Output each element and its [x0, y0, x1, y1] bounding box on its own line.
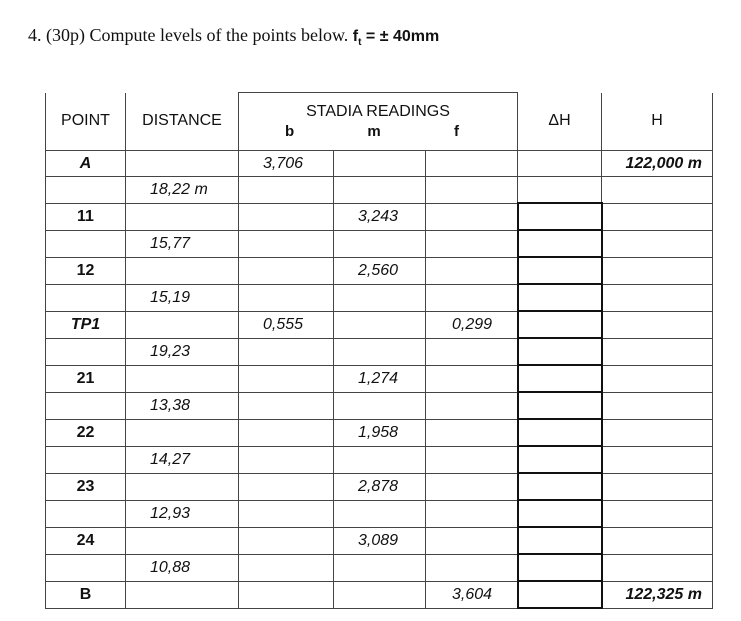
table-row [46, 500, 713, 527]
table-row [46, 419, 713, 446]
f-reading-cell [426, 284, 518, 311]
m-reading-cell [334, 581, 426, 608]
point-cell: 24 [46, 527, 126, 554]
f-reading-cell [426, 500, 518, 527]
header-h: H [602, 93, 713, 151]
f-reading-cell [426, 365, 518, 392]
b-reading-cell [239, 419, 334, 446]
h-cell [602, 392, 713, 419]
distance-cell [126, 151, 239, 177]
leveling-table [45, 92, 713, 609]
table-row [46, 203, 713, 230]
f-reading-cell [426, 554, 518, 581]
header-m: m [367, 123, 381, 140]
h-cell: 122,325 m [602, 581, 713, 608]
table-row [46, 554, 713, 581]
distance-cell [126, 203, 239, 230]
h-cell [602, 500, 713, 527]
m-reading-cell [334, 446, 426, 473]
delta-h-cell[interactable] [518, 419, 602, 446]
b-reading-cell [239, 500, 334, 527]
delta-h-cell[interactable] [518, 446, 602, 473]
m-reading-cell [334, 338, 426, 365]
b-reading-cell [239, 365, 334, 392]
distance-cell: 14,27 [126, 446, 239, 473]
m-reading-cell: 3,243 [334, 203, 426, 230]
m-reading-cell: 2,560 [334, 257, 426, 284]
m-reading-cell [334, 230, 426, 257]
point-cell [46, 177, 126, 204]
distance-cell [126, 365, 239, 392]
f-reading-cell [426, 419, 518, 446]
table-row [46, 284, 713, 311]
m-reading-cell [334, 500, 426, 527]
b-reading-cell [239, 284, 334, 311]
b-reading-cell [239, 392, 334, 419]
point-cell: 12 [46, 257, 126, 284]
f-reading-cell [426, 203, 518, 230]
f-reading-cell [426, 473, 518, 500]
delta-h-cell[interactable] [518, 311, 602, 338]
point-cell [46, 284, 126, 311]
b-reading-cell [239, 203, 334, 230]
b-reading-cell [239, 581, 334, 608]
h-cell [602, 230, 713, 257]
distance-cell [126, 581, 239, 608]
h-cell [602, 257, 713, 284]
b-reading-cell [239, 177, 334, 204]
delta-h-cell[interactable] [518, 554, 602, 581]
b-reading-cell [239, 554, 334, 581]
b-reading-cell [239, 473, 334, 500]
h-cell [602, 365, 713, 392]
f-reading-cell [426, 257, 518, 284]
point-cell [46, 500, 126, 527]
table-row [46, 473, 713, 500]
distance-cell: 18,22 m [126, 177, 239, 204]
m-reading-cell: 2,878 [334, 473, 426, 500]
h-cell [602, 527, 713, 554]
b-reading-cell: 0,555 [239, 311, 334, 338]
table-row [46, 311, 713, 338]
table-row [46, 365, 713, 392]
header-distance: DISTANCE [126, 93, 239, 151]
delta-h-cell[interactable] [518, 203, 602, 230]
b-reading-cell [239, 527, 334, 554]
delta-h-cell[interactable] [518, 257, 602, 284]
delta-h-cell[interactable] [518, 527, 602, 554]
table-row [46, 257, 713, 284]
question-title [28, 25, 439, 48]
header-point: POINT [46, 93, 126, 151]
table-body [46, 151, 713, 609]
header-stadia [239, 93, 518, 151]
m-reading-cell: 1,274 [334, 365, 426, 392]
header-row [46, 93, 713, 151]
distance-cell: 13,38 [126, 392, 239, 419]
point-cell: 11 [46, 203, 126, 230]
header-dh: ΔH [518, 93, 602, 151]
delta-h-cell[interactable] [518, 338, 602, 365]
b-reading-cell [239, 230, 334, 257]
point-cell: 22 [46, 419, 126, 446]
delta-h-cell[interactable] [518, 230, 602, 257]
point-cell [46, 554, 126, 581]
m-reading-cell [334, 554, 426, 581]
point-cell [46, 392, 126, 419]
distance-cell [126, 257, 239, 284]
h-cell [602, 554, 713, 581]
delta-h-cell[interactable] [518, 581, 602, 608]
delta-h-cell [518, 151, 602, 177]
h-cell: 122,000 m [602, 151, 713, 177]
f-reading-cell [426, 177, 518, 204]
b-reading-cell [239, 257, 334, 284]
m-reading-cell [334, 392, 426, 419]
tolerance: $f_t$ = ± 40mm [352, 28, 440, 49]
m-reading-cell [334, 311, 426, 338]
h-cell [602, 473, 713, 500]
distance-cell [126, 527, 239, 554]
f-reading-cell [426, 338, 518, 365]
m-reading-cell [334, 151, 426, 177]
point-cell: TP1 [46, 311, 126, 338]
table-row [46, 527, 713, 554]
header-b: b [285, 123, 295, 140]
question-text: 4. (30p) Compute levels of the points below. [28, 25, 349, 45]
h-cell [602, 338, 713, 365]
delta-h-cell [518, 177, 602, 204]
delta-h-cell[interactable] [518, 284, 602, 311]
table-row [46, 581, 713, 608]
m-reading-cell: 1,958 [334, 419, 426, 446]
table-row [46, 338, 713, 365]
table-row [46, 392, 713, 419]
distance-cell [126, 419, 239, 446]
delta-h-cell[interactable] [518, 392, 602, 419]
point-cell: A [46, 151, 126, 177]
f-reading-cell [426, 230, 518, 257]
distance-cell [126, 311, 239, 338]
distance-cell: 15,19 [126, 284, 239, 311]
table-row [46, 230, 713, 257]
h-cell [602, 284, 713, 311]
table-row [46, 177, 713, 204]
h-cell [602, 311, 713, 338]
distance-cell: 12,93 [126, 500, 239, 527]
h-cell [602, 177, 713, 204]
point-cell: B [46, 581, 126, 608]
delta-h-cell[interactable] [518, 473, 602, 500]
b-reading-cell: 3,706 [239, 151, 334, 177]
delta-h-cell[interactable] [518, 365, 602, 392]
m-reading-cell [334, 284, 426, 311]
h-cell [602, 446, 713, 473]
b-reading-cell [239, 338, 334, 365]
point-cell [46, 338, 126, 365]
f-reading-cell [426, 392, 518, 419]
header-stadia-label: STADIA READINGS [306, 103, 450, 120]
point-cell: 21 [46, 365, 126, 392]
point-cell [46, 446, 126, 473]
header-f: f [453, 123, 459, 140]
distance-cell: 10,88 [126, 554, 239, 581]
point-cell [46, 230, 126, 257]
table-row [46, 446, 713, 473]
h-cell [602, 203, 713, 230]
m-reading-cell: 3,089 [334, 527, 426, 554]
table-row [46, 151, 713, 177]
distance-cell: 15,77 [126, 230, 239, 257]
distance-cell [126, 473, 239, 500]
f-reading-cell: 0,299 [426, 311, 518, 338]
h-cell [602, 419, 713, 446]
f-reading-cell: 3,604 [426, 581, 518, 608]
m-reading-cell [334, 177, 426, 204]
f-reading-cell [426, 446, 518, 473]
f-reading-cell [426, 151, 518, 177]
delta-h-cell[interactable] [518, 500, 602, 527]
distance-cell: 19,23 [126, 338, 239, 365]
point-cell: 23 [46, 473, 126, 500]
b-reading-cell [239, 446, 334, 473]
f-reading-cell [426, 527, 518, 554]
